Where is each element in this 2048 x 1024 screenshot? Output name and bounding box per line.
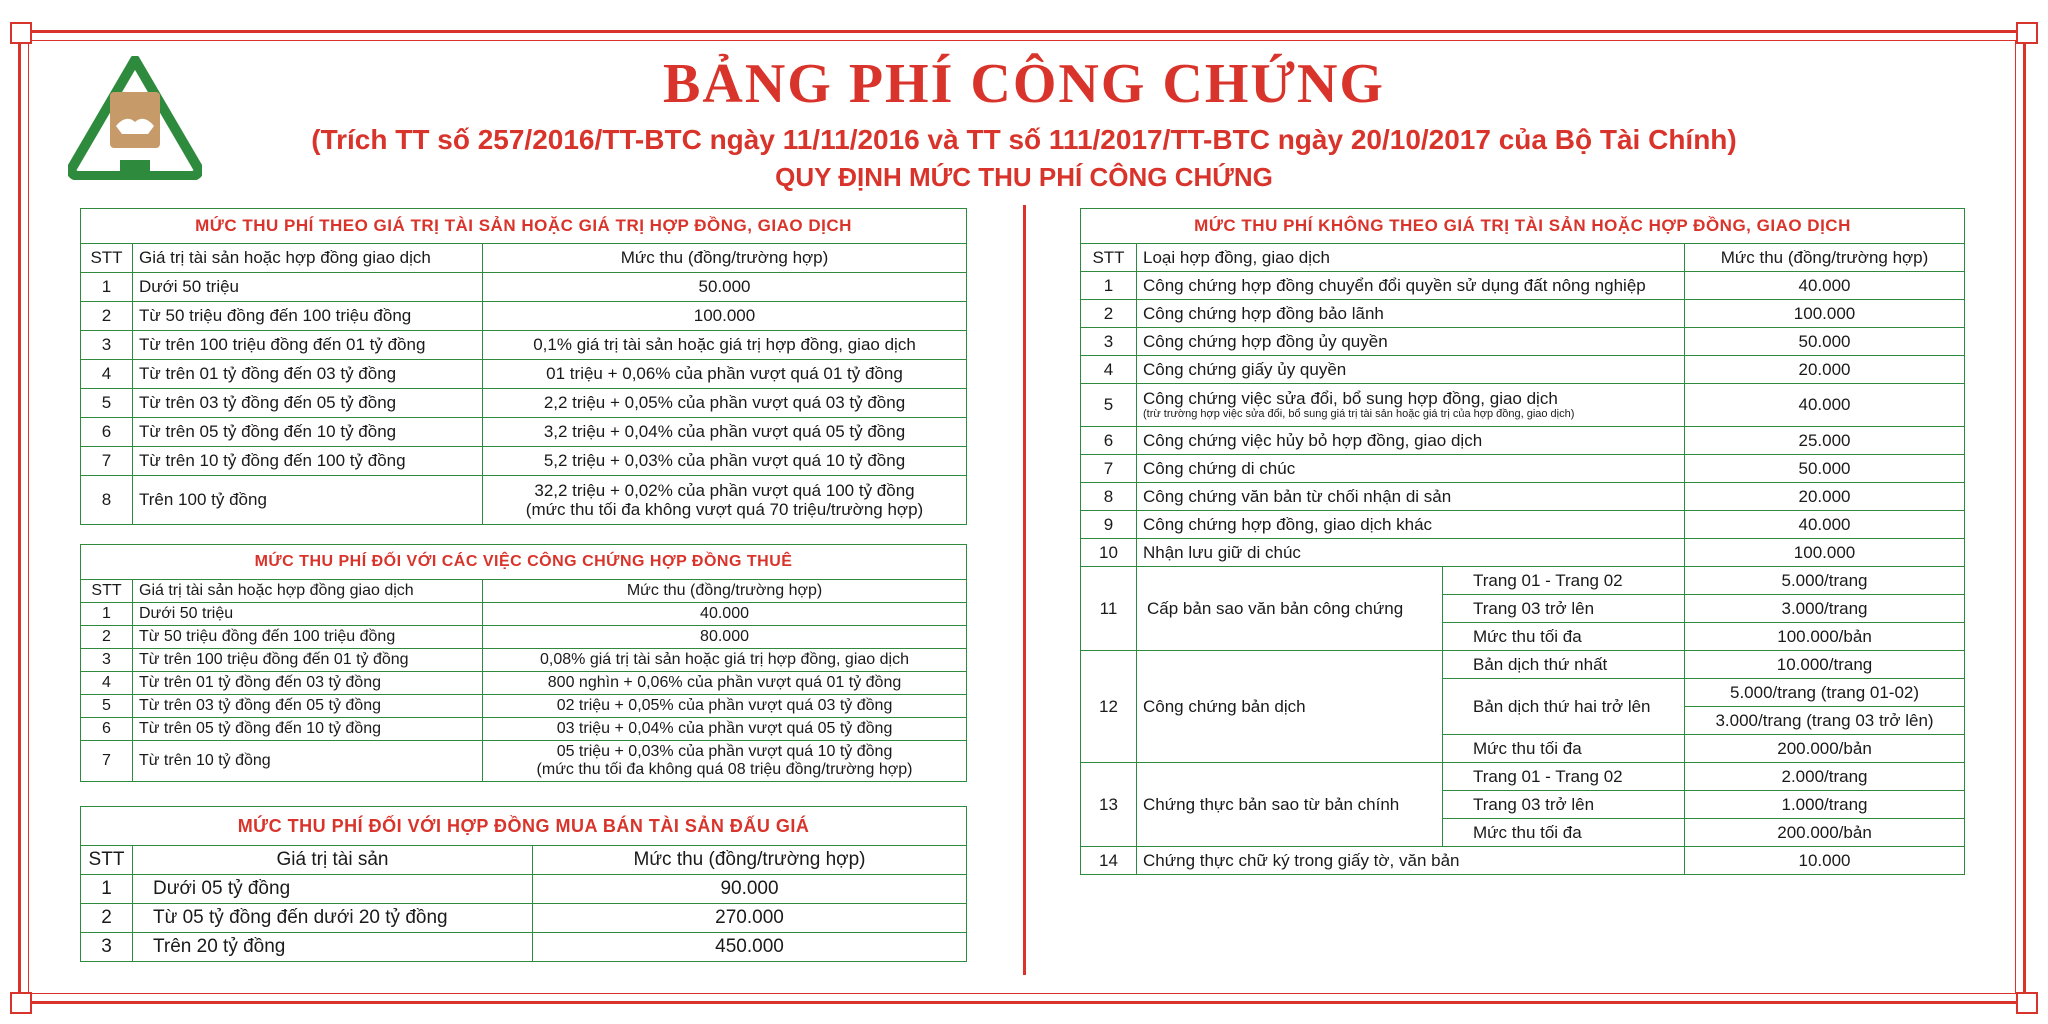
sub-condition: Trang 01 - Trang 02: [1443, 763, 1685, 791]
frame-corner: [2016, 992, 2038, 1014]
table-row: [81, 933, 967, 962]
row-service: Cấp bản sao văn bản công chứng: [1137, 567, 1443, 651]
fee-formula: 32,2 triệu + 0,02% của phần vượt quá 100 tỷ đồng: [534, 481, 915, 500]
row-service: [1137, 384, 1685, 427]
row-service: Chứng thực chữ ký trong giấy tờ, văn bản: [1137, 847, 1685, 875]
table-row: [81, 476, 967, 525]
table-row: [81, 331, 967, 360]
row-stt: 7: [1081, 455, 1137, 483]
frame-corner: [10, 22, 32, 44]
row-stt: 3: [81, 331, 133, 360]
row-stt: 1: [81, 273, 133, 302]
table-row: [81, 672, 967, 695]
table-row: [1081, 511, 1965, 539]
row-fee: 0,1% giá trị tài sản hoặc giá trị hợp đồng, giao dịch: [483, 331, 967, 360]
row-service: Công chứng bản dịch: [1137, 651, 1443, 763]
row-fee: 50.000: [483, 273, 967, 302]
table-row: [1081, 427, 1965, 455]
row-fee: 03 triệu + 0,04% của phần vượt quá 05 tỷ đồng: [483, 718, 967, 741]
row-fee: 5.000/trang: [1685, 567, 1965, 595]
row-fee: 200.000/bản: [1685, 735, 1965, 763]
sub-condition: Trang 01 - Trang 02: [1443, 567, 1685, 595]
table-row: [81, 626, 967, 649]
sub-condition: Mức thu tối đa: [1443, 819, 1685, 847]
row-value-range: Trên 20 tỷ đồng: [133, 933, 533, 962]
row-fee: 3,2 triệu + 0,04% của phần vượt quá 05 tỷ đồng: [483, 418, 967, 447]
row-fee: [483, 476, 967, 525]
row-stt: 6: [1081, 427, 1137, 455]
row-stt: 10: [1081, 539, 1137, 567]
row-service: Công chứng hợp đồng ủy quyền: [1137, 328, 1685, 356]
row-value-range: Từ 05 tỷ đồng đến dưới 20 tỷ đồng: [133, 904, 533, 933]
row-stt: 6: [81, 418, 133, 447]
table-row: [81, 875, 967, 904]
page-subtitle: (Trích TT số 257/2016/TT-BTC ngày 11/11/2016 và TT số 111/2017/TT-BTC ngày 20/10/2017 của Bộ Tài Chính): [311, 124, 1737, 155]
table-title: MỨC THU PHÍ THEO GIÁ TRỊ TÀI SẢN HOẶC GIÁ TRỊ HỢP ĐỒNG, GIAO DỊCH: [81, 209, 967, 244]
row-stt: 6: [81, 718, 133, 741]
table-row: [1081, 384, 1965, 427]
row-stt: 1: [81, 875, 133, 904]
row-fee: 0,08% giá trị tài sản hoặc giá trị hợp đồng, giao dịch: [483, 649, 967, 672]
row-stt: 4: [81, 672, 133, 695]
table-row: [81, 447, 967, 476]
frame-corner: [10, 992, 32, 1014]
auction-fee-table: [80, 806, 967, 962]
row-fee: 20.000: [1685, 356, 1965, 384]
table-row: [81, 603, 967, 626]
row-fee: 100.000: [483, 302, 967, 331]
row-stt: 7: [81, 741, 133, 782]
column-divider: [1023, 205, 1026, 975]
table-row: [1081, 763, 1965, 791]
row-service: Công chứng việc hủy bỏ hợp đồng, giao dịch: [1137, 427, 1685, 455]
sub-condition: Trang 03 trở lên: [1443, 791, 1685, 819]
row-fee: 80.000: [483, 626, 967, 649]
row-fee: 3.000/trang: [1685, 595, 1965, 623]
row-fee: 2.000/trang: [1685, 763, 1965, 791]
sub-condition: Mức thu tối đa: [1443, 735, 1685, 763]
fee-by-value-table: [80, 208, 967, 525]
row-service: Công chứng hợp đồng chuyển đổi quyền sử dụng đất nông nghiệp: [1137, 272, 1685, 300]
sub-condition: Bản dịch thứ hai trở lên: [1443, 679, 1685, 735]
row-fee: 2,2 triệu + 0,05% của phần vượt quá 03 tỷ đồng: [483, 389, 967, 418]
row-service: Công chứng hợp đồng bảo lãnh: [1137, 300, 1685, 328]
table-row: [1081, 272, 1965, 300]
table-row: [81, 360, 967, 389]
row-fee: 270.000: [533, 904, 967, 933]
row-stt: 4: [81, 360, 133, 389]
row-value-range: Từ trên 100 triệu đồng đến 01 tỷ đồng: [133, 649, 483, 672]
row-value-range: Từ 50 triệu đồng đến 100 triệu đồng: [133, 626, 483, 649]
table-row: [1081, 300, 1965, 328]
table-title: MỨC THU PHÍ ĐỐI VỚI CÁC VIỆC CÔNG CHỨNG HỢP ĐỒNG THUÊ: [81, 545, 967, 580]
row-service: Công chứng hợp đồng, giao dịch khác: [1137, 511, 1685, 539]
row-fee: 100.000/bản: [1685, 623, 1965, 651]
row-fee: 5.000/trang (trang 01-02): [1685, 679, 1965, 707]
column-header: Giá trị tài sản hoặc hợp đồng giao dịch: [133, 580, 483, 603]
fixed-fee-table: [1080, 208, 1965, 875]
row-fee: 100.000: [1685, 300, 1965, 328]
row-fee: 800 nghìn + 0,06% của phần vượt quá 01 tỷ đồng: [483, 672, 967, 695]
column-header: Mức thu (đồng/trường hợp): [483, 244, 967, 273]
column-header: STT: [81, 580, 133, 603]
row-value-range: Từ 50 triệu đồng đến 100 triệu đồng: [133, 302, 483, 331]
row-stt: 5: [1081, 384, 1137, 427]
row-stt: 8: [81, 476, 133, 525]
table-row: [1081, 847, 1965, 875]
row-fee: 1.000/trang: [1685, 791, 1965, 819]
table-row: [1081, 567, 1965, 595]
row-stt: 13: [1081, 763, 1137, 847]
table-row: [81, 695, 967, 718]
row-service: Công chứng di chúc: [1137, 455, 1685, 483]
column-header: Giá trị tài sản hoặc hợp đồng giao dịch: [133, 244, 483, 273]
sub-condition: Trang 03 trở lên: [1443, 595, 1685, 623]
row-service: Công chứng văn bản từ chối nhận di sản: [1137, 483, 1685, 511]
row-stt: 9: [1081, 511, 1137, 539]
page-title: BẢNG PHÍ CÔNG CHỨNG: [663, 53, 1385, 115]
row-fee: 40.000: [1685, 384, 1965, 427]
row-fee: 10.000/trang: [1685, 651, 1965, 679]
row-fee: 02 triệu + 0,05% của phần vượt quá 03 tỷ đồng: [483, 695, 967, 718]
table-row: [81, 718, 967, 741]
row-stt: 5: [81, 695, 133, 718]
row-stt: 2: [1081, 300, 1137, 328]
row-fee: 40.000: [1685, 511, 1965, 539]
table-row: [1081, 483, 1965, 511]
row-value-range: Dưới 05 tỷ đồng: [133, 875, 533, 904]
table-row: [81, 418, 967, 447]
table-row: [1081, 651, 1965, 679]
table-row: [81, 741, 967, 782]
row-value-range: Từ trên 01 tỷ đồng đến 03 tỷ đồng: [133, 672, 483, 695]
table-row: [1081, 539, 1965, 567]
table-row: [1081, 455, 1965, 483]
row-fee: 3.000/trang (trang 03 trở lên): [1685, 707, 1965, 735]
table-row: [81, 273, 967, 302]
row-stt: 2: [81, 626, 133, 649]
row-value-range: Từ trên 05 tỷ đồng đến 10 tỷ đồng: [133, 418, 483, 447]
row-fee: 200.000/bản: [1685, 819, 1965, 847]
row-stt: 2: [81, 302, 133, 331]
row-stt: 1: [81, 603, 133, 626]
service-note: (trừ trường hợp việc sửa đổi, bổ sung giá trị tài sản hoặc giá trị của hợp đồng, giao dịch): [1143, 408, 1575, 420]
row-stt: 2: [81, 904, 133, 933]
table-title: MỨC THU PHÍ ĐỐI VỚI HỢP ĐỒNG MUA BÁN TÀI SẢN ĐẤU GIÁ: [81, 807, 967, 846]
row-fee: 40.000: [1685, 272, 1965, 300]
column-header: Mức thu (đồng/trường hợp): [1685, 244, 1965, 272]
table-row: [81, 389, 967, 418]
row-value-range: Dưới 50 triệu: [133, 603, 483, 626]
column-header: STT: [81, 846, 133, 875]
row-value-range: Trên 100 tỷ đồng: [133, 476, 483, 525]
sub-condition: Mức thu tối đa: [1443, 623, 1685, 651]
table-row: [1081, 356, 1965, 384]
row-value-range: Từ trên 03 tỷ đồng đến 05 tỷ đồng: [133, 695, 483, 718]
table-title: MỨC THU PHÍ KHÔNG THEO GIÁ TRỊ TÀI SẢN HOẶC HỢP ĐỒNG, GIAO DỊCH: [1081, 209, 1965, 244]
row-fee: 10.000: [1685, 847, 1965, 875]
lease-fee-table: [80, 544, 967, 782]
row-stt: 3: [1081, 328, 1137, 356]
row-fee: 01 triệu + 0,06% của phần vượt quá 01 tỷ đồng: [483, 360, 967, 389]
row-fee: 20.000: [1685, 483, 1965, 511]
row-stt: 5: [81, 389, 133, 418]
column-header: Mức thu (đồng/trường hợp): [483, 580, 967, 603]
table-row: [1081, 328, 1965, 356]
row-stt: 1: [1081, 272, 1137, 300]
fee-cap-note: (mức thu tối đa không quá 08 triệu đồng/trường hợp): [536, 761, 913, 778]
row-value-range: Từ trên 10 tỷ đồng đến 100 tỷ đồng: [133, 447, 483, 476]
row-fee: 25.000: [1685, 427, 1965, 455]
table-row: [81, 649, 967, 672]
column-header: Loại hợp đồng, giao dịch: [1137, 244, 1685, 272]
column-header: STT: [1081, 244, 1137, 272]
row-value-range: Từ trên 05 tỷ đồng đến 10 tỷ đồng: [133, 718, 483, 741]
column-header: Mức thu (đồng/trường hợp): [533, 846, 967, 875]
row-value-range: Từ trên 100 triệu đồng đến 01 tỷ đồng: [133, 331, 483, 360]
row-value-range: Từ trên 10 tỷ đồng: [133, 741, 483, 782]
row-service: Chứng thực bản sao từ bản chính: [1137, 763, 1443, 847]
row-fee: 5,2 triệu + 0,03% của phần vượt quá 10 tỷ đồng: [483, 447, 967, 476]
sub-condition: Bản dịch thứ nhất: [1443, 651, 1685, 679]
page-section-heading: QUY ĐỊNH MỨC THU PHÍ CÔNG CHỨNG: [775, 162, 1273, 192]
row-stt: 3: [81, 649, 133, 672]
row-fee: 450.000: [533, 933, 967, 962]
table-row: [81, 302, 967, 331]
row-stt: 3: [81, 933, 133, 962]
table-row: [81, 904, 967, 933]
row-fee: 50.000: [1685, 328, 1965, 356]
fee-cap-note: (mức thu tối đa không vượt quá 70 triệu/trường hợp): [525, 500, 924, 519]
row-service: Công chứng giấy ủy quyền: [1137, 356, 1685, 384]
row-value-range: Từ trên 03 tỷ đồng đến 05 tỷ đồng: [133, 389, 483, 418]
row-value-range: Dưới 50 triệu: [133, 273, 483, 302]
service-name: Công chứng việc sửa đổi, bổ sung hợp đồng, giao dịch: [1143, 389, 1558, 408]
row-stt: 7: [81, 447, 133, 476]
row-fee: 50.000: [1685, 455, 1965, 483]
row-stt: 8: [1081, 483, 1137, 511]
row-service: Nhận lưu giữ di chúc: [1137, 539, 1685, 567]
row-fee: 100.000: [1685, 539, 1965, 567]
fee-formula: 05 triệu + 0,03% của phần vượt quá 10 tỷ đồng: [556, 743, 893, 760]
frame-corner: [2016, 22, 2038, 44]
row-stt: 12: [1081, 651, 1137, 763]
row-fee: 40.000: [483, 603, 967, 626]
row-stt: 4: [1081, 356, 1137, 384]
row-stt: 11: [1081, 567, 1137, 651]
row-value-range: Từ trên 01 tỷ đồng đến 03 tỷ đồng: [133, 360, 483, 389]
row-fee: 90.000: [533, 875, 967, 904]
row-fee: [483, 741, 967, 782]
column-header: Giá trị tài sản: [133, 846, 533, 875]
column-header: STT: [81, 244, 133, 273]
row-stt: 14: [1081, 847, 1137, 875]
